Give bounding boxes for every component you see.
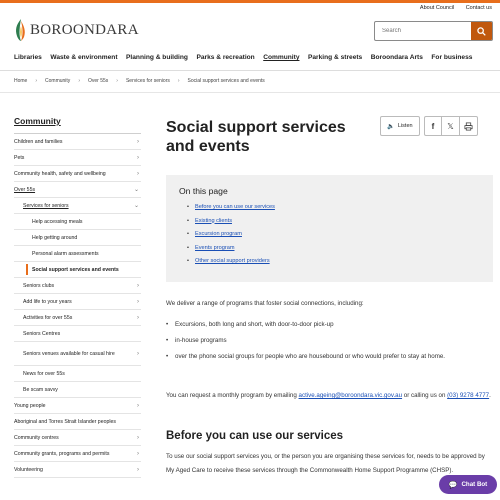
sidebar-item[interactable] [14, 398, 141, 414]
on-this-page-link[interactable]: • Existing clients [187, 218, 480, 232]
chevron-right-icon[interactable]: › [137, 466, 139, 473]
sidebar-item-label: News for over 55s [23, 370, 65, 377]
x-share-button[interactable] [442, 116, 460, 136]
sidebar-item-label: Add life to your years [23, 298, 72, 305]
chevron-right-icon[interactable]: › [137, 170, 139, 177]
breadcrumb-current: Social support services and events [187, 78, 265, 84]
sidebar-item[interactable] [14, 414, 141, 430]
sidebar-item[interactable] [14, 246, 141, 262]
chat-icon: 💬 [448, 481, 458, 489]
sidebar-item[interactable] [14, 214, 141, 230]
sidebar-item[interactable] [14, 278, 141, 294]
search-input[interactable] [375, 22, 471, 40]
email-link[interactable]: active.ageing@boroondara.vic.gov.au [298, 392, 403, 399]
top-accent-bar [0, 0, 500, 3]
breadcrumb [14, 78, 265, 84]
sidebar-item-label: Children and families [14, 138, 63, 145]
chevron-right-icon[interactable]: › [137, 138, 139, 145]
page-title: Social support services and events [166, 119, 346, 155]
sidebar-item[interactable] [14, 310, 141, 326]
breadcrumb-over-55s[interactable]: Over 55s [87, 78, 109, 84]
breadcrumb-separator: › [116, 78, 118, 84]
utility-links [410, 5, 492, 11]
on-this-page-title: On this page [179, 186, 228, 196]
share-toolbar [380, 116, 478, 136]
on-this-page-link[interactable]: • Events program [187, 245, 480, 259]
listen-label: Listen [397, 123, 413, 129]
chat-bot-button[interactable] [439, 475, 497, 494]
sidebar-item[interactable] [14, 366, 141, 382]
sidebar-item-label: Young people [14, 402, 46, 409]
facebook-icon: f [431, 121, 435, 131]
list-item: • Excursions, both long and short, with door-to-door pick-up [166, 318, 492, 331]
logo[interactable] [14, 18, 139, 42]
sidebar-item[interactable] [14, 462, 141, 478]
chevron-down-icon[interactable]: ⌄ [133, 187, 139, 193]
on-this-page-box [166, 175, 493, 282]
breadcrumb-separator: › [78, 78, 80, 84]
sidebar-item[interactable] [14, 294, 141, 310]
search-box [374, 21, 493, 41]
x-icon: 𝕏 [447, 121, 454, 131]
sidebar-item-label: Activities for over 55s [23, 314, 73, 321]
chevron-right-icon[interactable]: › [137, 282, 139, 289]
sidebar-item[interactable] [14, 166, 141, 182]
sidebar-item-label: Community centres [14, 434, 59, 441]
intro-paragraph: We deliver a range of programs that foster social connections, including: [166, 300, 364, 307]
chevron-right-icon[interactable]: › [137, 314, 139, 321]
breadcrumb-home[interactable]: Home [14, 78, 28, 84]
logo-wordmark: BOROONDARA [30, 21, 139, 38]
sidebar-item-label: Services for seniors [23, 202, 69, 209]
about-council-link[interactable]: About Council [419, 5, 455, 11]
request-text: You can request a monthly program by emailing [166, 392, 299, 399]
programs-list [166, 318, 492, 366]
sidebar-item-label: Personal alarm assessments [32, 250, 99, 257]
sidebar-item-label: Seniors venues available for casual hire [23, 350, 115, 357]
chat-bot-label: Chat Bot [461, 481, 488, 488]
nav-for-business[interactable]: For business [431, 54, 473, 61]
sidebar-item-label: Help getting around [32, 234, 78, 241]
sidebar-item-label: Pets [14, 154, 25, 161]
on-this-page-link[interactable]: • Excursion program [187, 231, 480, 245]
breadcrumb-services-for-seniors[interactable]: Services for seniors [125, 78, 170, 84]
logo-flame-icon [14, 18, 28, 42]
sidebar-item[interactable] [14, 382, 141, 398]
contact-us-link[interactable]: Contact us [465, 5, 492, 11]
sidebar-item[interactable] [14, 150, 141, 166]
nav-community[interactable]: Community [263, 54, 300, 61]
breadcrumb-divider [0, 92, 500, 93]
nav-parking-streets[interactable]: Parking & streets [307, 54, 363, 61]
list-item: • over the phone social groups for people who are housebound or who would prefer to stay at home. [166, 350, 492, 363]
main-nav [14, 54, 481, 61]
nav-boroondara-arts[interactable]: Boroondara Arts [370, 54, 423, 61]
section-heading: Before you can use our services [166, 430, 344, 442]
sidebar-item[interactable] [14, 134, 141, 150]
facebook-share-button[interactable] [424, 116, 442, 136]
request-text: . [489, 392, 491, 399]
sidebar-item[interactable] [14, 430, 141, 446]
chevron-right-icon[interactable]: › [137, 434, 139, 441]
on-this-page-link[interactable]: • Before you can use our services [187, 204, 480, 218]
chevron-down-icon[interactable]: ⌄ [133, 203, 139, 209]
chevron-right-icon[interactable]: › [137, 402, 139, 409]
sidebar-title[interactable]: Community [14, 116, 61, 126]
nav-libraries[interactable]: Libraries [14, 54, 42, 61]
request-text: or calling us on [402, 392, 448, 399]
sidebar-item[interactable] [14, 198, 141, 214]
sidebar-item[interactable] [14, 342, 141, 366]
sidebar-item[interactable] [14, 182, 141, 198]
sidebar-item[interactable] [14, 230, 141, 246]
chevron-right-icon[interactable]: › [137, 350, 139, 357]
nav-waste-environment[interactable]: Waste & environment [50, 54, 118, 61]
request-paragraph [166, 389, 492, 403]
sidebar-item-label: Community health, safety and wellbeing [14, 170, 106, 177]
sidebar-item-label: Seniors Centres [23, 330, 61, 337]
nav-divider [0, 70, 500, 71]
sidebar-item-label: Community grants, programs and permits [14, 450, 110, 457]
sidebar-item[interactable] [14, 326, 141, 342]
list-item: • in-house programs [166, 334, 492, 347]
sidebar-item-label: Social support services and events [32, 266, 119, 273]
on-this-page-link[interactable]: • Other social support providers [187, 258, 480, 272]
chevron-right-icon[interactable]: › [137, 450, 139, 457]
sidebar-item-label: Volunteering [14, 466, 43, 473]
listen-button[interactable] [380, 116, 420, 136]
breadcrumb-community[interactable]: Community [45, 78, 71, 84]
sidebar-item-label: Be scam savvy [23, 386, 58, 393]
chevron-right-icon[interactable]: › [137, 154, 139, 161]
sidebar-item-label: Help accessing meals [32, 218, 83, 225]
sidebar-list [14, 134, 141, 478]
eligibility-paragraph: To use our social support services you, or the person you are organising these services for, needs to be approved by My Aged Care to receive these services through the Commonwealth Home Support Programme (CHSP). [166, 453, 485, 474]
sidebar-item[interactable] [14, 446, 141, 462]
nav-planning-building[interactable]: Planning & building [126, 54, 188, 61]
sidebar-item-label: Over 55s [14, 186, 36, 193]
print-button[interactable] [460, 116, 478, 136]
print-icon [464, 122, 473, 131]
sidebar-item-label: Seniors clubs [23, 282, 55, 289]
breadcrumb-separator: › [177, 78, 180, 84]
speaker-icon: 🔈 [387, 123, 395, 130]
breadcrumb-separator: › [35, 78, 38, 84]
sidebar-item-label: Aboriginal and Torres Strait Islander peoples [14, 418, 116, 425]
sidebar [14, 116, 141, 478]
sidebar-item[interactable] [14, 262, 141, 278]
phone-link[interactable]: (03) 9278 4777 [447, 392, 490, 399]
nav-parks-recreation[interactable]: Parks & recreation [196, 54, 255, 61]
chevron-right-icon[interactable]: › [137, 298, 139, 305]
search-button[interactable] [471, 22, 492, 40]
search-icon [477, 27, 486, 36]
